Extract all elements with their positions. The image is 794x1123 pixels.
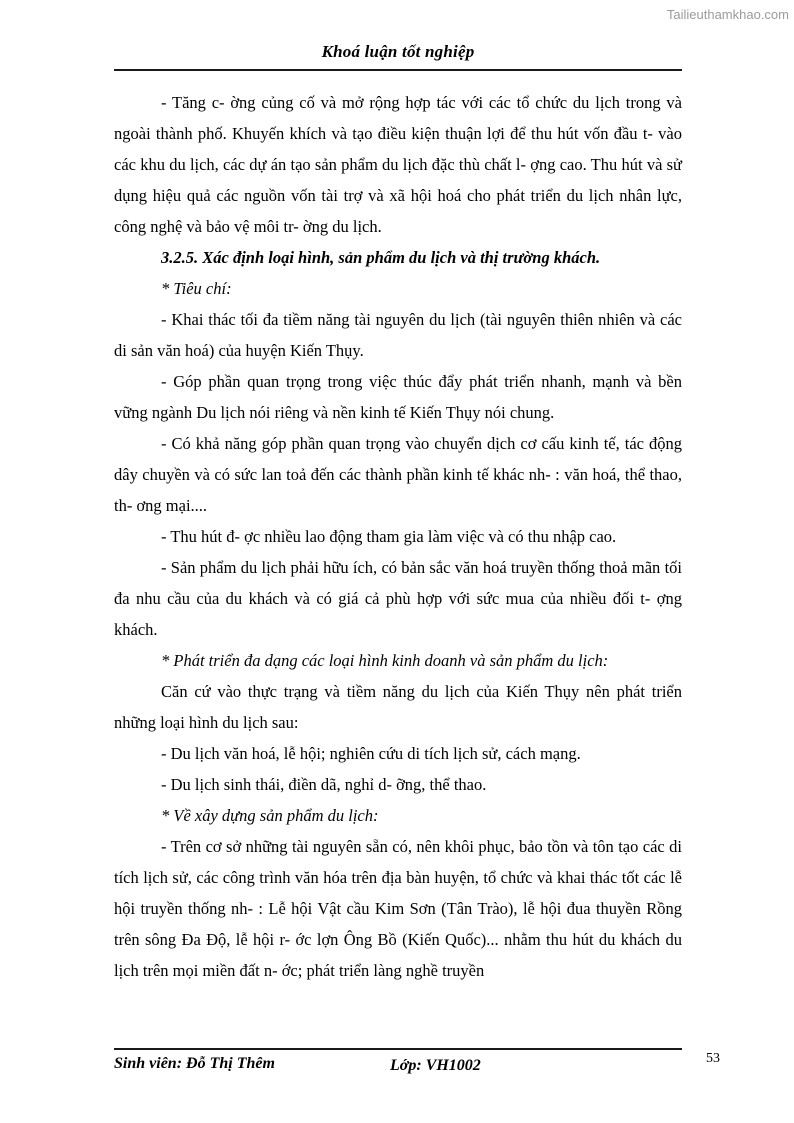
paragraph: Căn cứ vào thực trạng và tiềm năng du lịch của Kiến Thụy nên phát triển những loại hình du lịch sau: [114,682,682,732]
paragraph: - Khai thác tối đa tiềm năng tài nguyên du lịch (tài nguyên thiên nhiên và các di sản văn hoá) của huyện Kiến Thụy. [114,310,682,360]
header-rule [114,69,682,71]
paragraph: - Có khả năng góp phần quan trọng vào chuyển dịch cơ cấu kinh tế, tác động dây chuyền và có sức lan toả đến các thành phần kinh tế khác nh- : văn hoá, thể thao, th- ơng mại.... [114,434,682,515]
paragraph: - Trên cơ sở những tài nguyên sẵn có, nên khôi phục, bảo tồn và tôn tạo các di tích lịch sử, các công trình văn hóa trên địa bàn huyện, tổ chức và khai thác tốt các lễ hội truyền thống nh- : Lễ hội Vật cầu Kim Sơn (Tân Trào), lễ hội đua thuyền Rồng trên sông Đa Độ, lễ hội r- ớc lợn Ông Bồ (Kiến Quốc)... nhằm thu hút du khách du lịch trên mọi miền đất n- ớc; phát triển làng nghề truyền [114,837,682,980]
paragraph: 3.2.5. Xác định loại hình, sản phẩm du lịch và thị trường khách. [161,248,601,267]
paragraph: * Phát triển đa dạng các loại hình kinh doanh và sản phẩm du lịch: [161,651,609,670]
page-header [114,42,682,71]
paragraph: - Tăng c- ờng củng cố và mở rộng hợp tác với các tổ chức du lịch trong và ngoài thành phố. Khuyến khích và tạo điều kiện thuận lợi để thu hút vốn đầu t- vào các khu du lịch, các dự án tạo sản phẩm du lịch đặc thù chất l- ợng cao. Thu hút và sử dụng hiệu quả các nguồn vốn tài trợ và xã hội hoá cho phát triển du lịch nhân lực, công nghệ và bảo vệ môi tr- ờng du lịch. [114,93,682,236]
paragraph: - Du lịch sinh thái, điền dã, nghỉ d- ỡng, thể thao. [161,775,487,794]
page-header-title: Khoá luận tốt nghiệp [321,42,475,61]
page-number: 53 [706,1051,720,1066]
paragraph: * Về xây dựng sản phẩm du lịch: [161,806,379,825]
document-body [114,87,682,986]
paragraph: - Du lịch văn hoá, lễ hội; nghiên cứu di tích lịch sử, cách mạng. [161,744,581,763]
paragraph: - Góp phần quan trọng trong việc thúc đẩy phát triển nhanh, mạnh và bền vững ngành Du lịch nói riêng và nền kinh tế Kiến Thụy nói chung. [114,372,682,422]
watermark: Tailieuthamkhao.com [666,7,789,22]
page-footer [114,1048,682,1073]
paragraph: - Sản phẩm du lịch phải hữu ích, có bản sắc văn hoá truyền thống thoả mãn tối đa nhu cầu của du khách và có giá cả phù hợp với sức mua của nhiều đối t- ợng khách. [114,558,682,639]
paragraph: * Tiêu chí: [161,279,232,298]
footer-student-name: Sinh viên: Đỗ Thị Thêm [114,1055,275,1072]
footer-class-label: Lớp: VH1002 [390,1057,481,1074]
paragraph: - Thu hút đ- ợc nhiều lao động tham gia làm việc và có thu nhập cao. [161,527,617,546]
